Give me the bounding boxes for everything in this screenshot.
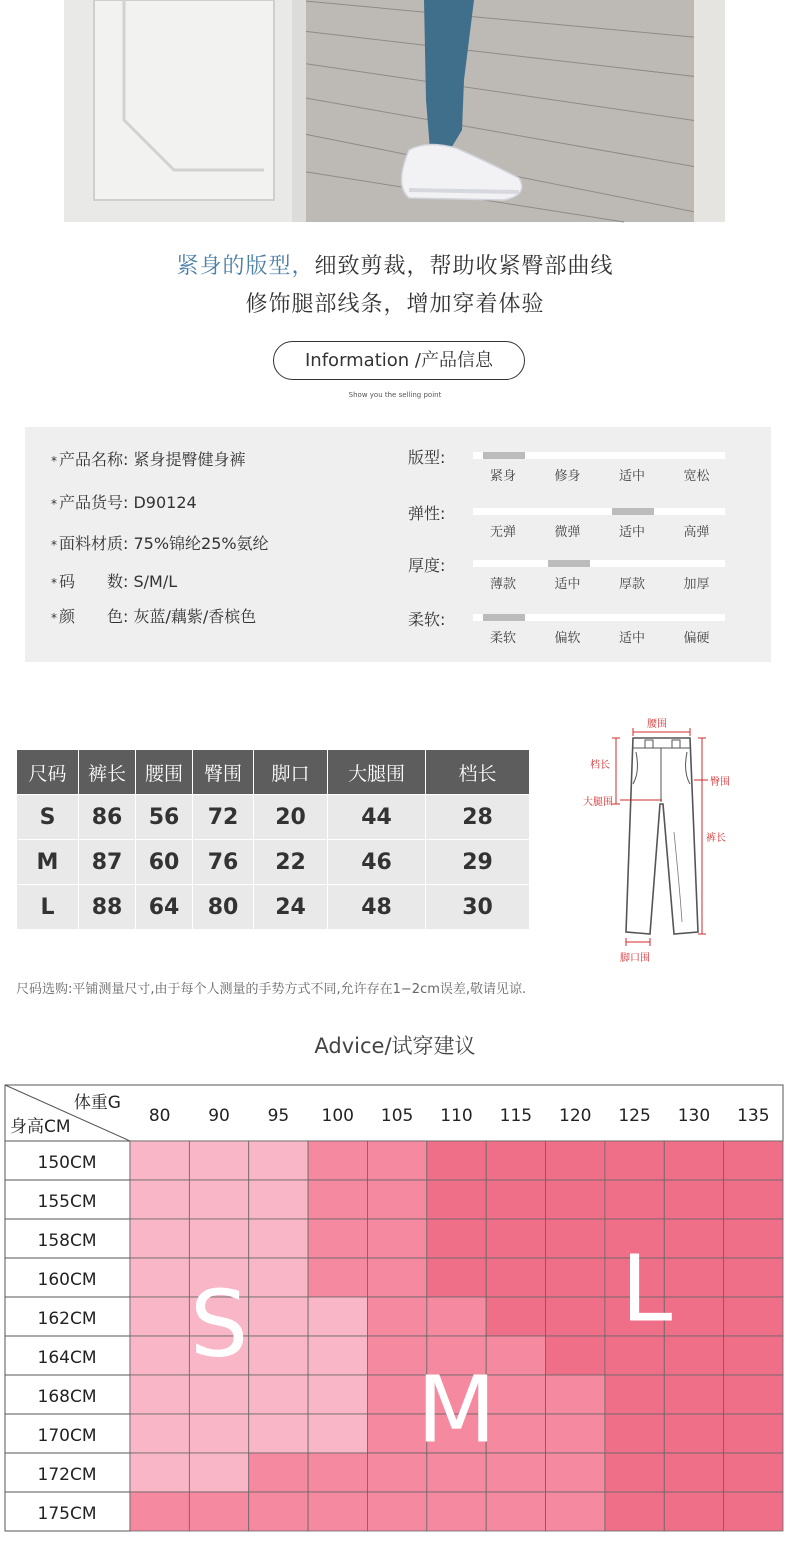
advice-cell-s <box>189 1219 248 1258</box>
product-photo <box>64 0 725 222</box>
advice-cell-s <box>130 1375 189 1414</box>
advice-cell-l <box>664 1453 723 1492</box>
size-table-cell: 29 <box>426 840 530 885</box>
size-table-header: 档长 <box>426 750 530 795</box>
rating-label: 版型: <box>408 448 446 467</box>
advice-cell-l <box>546 1180 605 1219</box>
spec-star-icon: * <box>51 454 57 468</box>
size-table-cell: 44 <box>328 795 426 840</box>
advice-cell-s <box>130 1141 189 1180</box>
diagram-label-rise: 档长 <box>590 760 610 771</box>
advice-weight-label: 105 <box>380 1106 414 1126</box>
rating-marker <box>612 508 654 515</box>
advice-height-label: 175CM <box>37 1504 97 1524</box>
size-table-header: 脚口 <box>254 750 328 795</box>
advice-cell-l <box>605 1414 664 1453</box>
advice-cell-l <box>486 1141 545 1180</box>
advice-cell-l <box>724 1180 783 1219</box>
size-table-row <box>17 840 530 885</box>
size-table-cell: 56 <box>136 795 193 840</box>
rating-option: 柔软 <box>489 631 516 646</box>
advice-cell-l <box>546 1141 605 1180</box>
advice-cell-m <box>308 1492 367 1531</box>
advice-cell-m <box>249 1492 308 1531</box>
advice-weight-label: 95 <box>267 1106 290 1126</box>
size-table-cell: 48 <box>328 885 426 930</box>
advice-cell-m <box>486 1492 545 1531</box>
advice-cell-l <box>664 1258 723 1297</box>
advice-cell-s <box>189 1180 248 1219</box>
rating-option: 适中 <box>554 577 581 592</box>
advice-cell-l <box>724 1336 783 1375</box>
size-table-cell: 87 <box>79 840 136 885</box>
advice-cell-s <box>189 1453 248 1492</box>
advice-cell-l <box>724 1414 783 1453</box>
advice-height-label: 158CM <box>37 1231 97 1251</box>
advice-cell-l <box>724 1141 783 1180</box>
advice-title: Advice/试穿建议 <box>314 1034 476 1058</box>
rating-option: 适中 <box>618 525 645 540</box>
size-table-header: 臀围 <box>193 750 254 795</box>
spec-label: 产品名称: <box>59 450 134 469</box>
slogan-line-1-rest: 细致剪裁，帮助收紧臀部曲线 <box>314 254 614 279</box>
advice-cell-s <box>130 1219 189 1258</box>
spec-value: 灰蓝/藕紫/香槟色 <box>133 607 257 626</box>
information-subheading: Show you the selling point <box>348 391 442 399</box>
rating-option: 无弹 <box>489 525 516 540</box>
size-table-header: 腰围 <box>136 750 193 795</box>
rating-bar <box>473 452 725 459</box>
advice-cell-l <box>664 1180 723 1219</box>
advice-height-label: 164CM <box>37 1348 97 1368</box>
rating-bar <box>473 560 725 567</box>
size-table <box>16 749 530 930</box>
rating-option: 加厚 <box>683 577 710 592</box>
advice-cell-l <box>427 1258 486 1297</box>
advice-cell-s <box>308 1297 367 1336</box>
advice-cell-l <box>724 1453 783 1492</box>
diagram-label-hem: 脚口围 <box>620 953 650 964</box>
size-note: 尺码选购:平铺测量尺寸,由于每个人测量的手势方式不同,允许存在1−2cm误差,敬请见谅. <box>16 982 527 997</box>
size-table-cell: 30 <box>426 885 530 930</box>
size-table-cell: 20 <box>254 795 328 840</box>
spec-label: 面料材质: <box>59 534 134 553</box>
advice-cell-l <box>605 1375 664 1414</box>
spec-star-icon: * <box>51 497 57 511</box>
size-table-header: 大腿围 <box>328 750 426 795</box>
advice-cell-l <box>724 1375 783 1414</box>
advice-cell-l <box>664 1336 723 1375</box>
advice-cell-l <box>427 1219 486 1258</box>
advice-cell-l <box>486 1258 545 1297</box>
diagram-label-length: 裤长 <box>706 833 726 844</box>
advice-cell-s <box>189 1414 248 1453</box>
advice-weight-label: 135 <box>737 1106 770 1126</box>
size-table-row <box>17 885 530 930</box>
advice-cell-s <box>249 1414 308 1453</box>
advice-cell-s <box>249 1297 308 1336</box>
spec-value: S/M/L <box>133 572 178 591</box>
spec-row <box>51 531 269 554</box>
advice-cell-l <box>486 1180 545 1219</box>
advice-cell-l <box>605 1453 664 1492</box>
size-table-cell: 22 <box>254 840 328 885</box>
spec-value: 75%锦纶25%氨纶 <box>133 534 269 553</box>
advice-cell-l <box>427 1141 486 1180</box>
advice-cell-l <box>605 1141 664 1180</box>
advice-cell-s <box>308 1375 367 1414</box>
size-table-cell: 28 <box>426 795 530 840</box>
rating-option: 修身 <box>554 469 581 484</box>
size-table-cell: 86 <box>79 795 136 840</box>
advice-cell-l <box>724 1219 783 1258</box>
advice-weight-label: 90 <box>208 1106 230 1126</box>
advice-cell-l <box>605 1180 664 1219</box>
advice-cell-m <box>546 1492 605 1531</box>
rating-bar <box>473 614 725 621</box>
advice-cell-l <box>724 1492 783 1531</box>
advice-cell-m <box>546 1453 605 1492</box>
advice-cell-l <box>427 1180 486 1219</box>
advice-cell-l <box>724 1297 783 1336</box>
advice-cell-m <box>308 1180 367 1219</box>
rating-option: 宽松 <box>683 469 710 484</box>
rating-option: 适中 <box>618 631 645 646</box>
advice-height-header: 身高CM <box>10 1117 71 1137</box>
advice-cell-m <box>308 1219 367 1258</box>
rating-option: 高弹 <box>683 525 710 540</box>
advice-cell-l <box>486 1219 545 1258</box>
advice-cell-s <box>249 1375 308 1414</box>
advice-cell-m <box>308 1141 367 1180</box>
advice-cell-s <box>249 1336 308 1375</box>
spec-row <box>51 490 197 513</box>
advice-cell-s <box>308 1414 367 1453</box>
rating-option: 偏硬 <box>683 631 710 646</box>
rating-option: 紧身 <box>489 469 516 484</box>
advice-cell-m <box>189 1492 248 1531</box>
advice-weight-header: 体重G <box>73 1093 121 1113</box>
spec-star-icon: * <box>51 576 57 590</box>
rating-option: 偏软 <box>554 631 581 646</box>
advice-cell-s <box>189 1375 248 1414</box>
advice-zone-letter-m: M <box>416 1356 497 1464</box>
advice-weight-label: 80 <box>148 1106 171 1126</box>
advice-cell-s <box>249 1258 308 1297</box>
rating-label: 厚度: <box>408 556 446 575</box>
advice-height-label: 160CM <box>37 1270 97 1290</box>
spec-row <box>51 604 256 627</box>
advice-cell-m <box>427 1492 486 1531</box>
advice-cell-m <box>367 1141 426 1180</box>
size-table-row <box>17 795 530 840</box>
spec-label: 产品货号: <box>59 493 134 512</box>
size-table-cell: M <box>17 840 79 885</box>
size-advice-chart <box>5 1085 783 1555</box>
spec-star-icon: * <box>51 538 57 552</box>
advice-cell-l <box>605 1492 664 1531</box>
size-table-cell: 76 <box>193 840 254 885</box>
advice-zone-letter-l: L <box>620 1235 673 1343</box>
advice-cell-m <box>249 1453 308 1492</box>
advice-weight-label: 115 <box>499 1106 533 1126</box>
advice-cell-m <box>367 1219 426 1258</box>
advice-weight-label: 100 <box>321 1106 354 1126</box>
diagram-label-hip: 臀围 <box>710 777 730 788</box>
advice-height-label: 168CM <box>37 1387 97 1407</box>
size-table-cell: 60 <box>136 840 193 885</box>
spec-value: D90124 <box>133 493 197 512</box>
size-table-cell: 80 <box>193 885 254 930</box>
advice-cell-m <box>308 1453 367 1492</box>
product-slogan <box>0 248 790 324</box>
spec-label: 颜 色: <box>59 607 134 626</box>
advice-cell-l <box>546 1219 605 1258</box>
diagram-label-waist: 腰围 <box>647 719 667 730</box>
advice-cell-s <box>130 1414 189 1453</box>
spec-value: 紧身提臀健身裤 <box>133 450 246 469</box>
advice-cell-s <box>130 1258 189 1297</box>
size-table-header-row <box>17 750 530 795</box>
advice-cell-m <box>367 1180 426 1219</box>
information-heading: Information /产品信息 <box>273 341 525 380</box>
advice-cell-s <box>249 1141 308 1180</box>
size-table-cell: 72 <box>193 795 254 840</box>
advice-height-label: 150CM <box>37 1153 97 1173</box>
advice-cell-l <box>664 1375 723 1414</box>
spec-star-icon: * <box>51 611 57 625</box>
advice-cell-l <box>486 1297 545 1336</box>
advice-cell-l <box>546 1258 605 1297</box>
rating-bar <box>473 508 725 515</box>
rating-label: 弹性: <box>408 504 446 523</box>
advice-cell-l <box>664 1492 723 1531</box>
advice-weight-label: 110 <box>440 1106 473 1126</box>
advice-cell-m <box>546 1414 605 1453</box>
advice-cell-s <box>130 1336 189 1375</box>
rating-marker <box>483 614 525 621</box>
advice-height-label: 155CM <box>37 1192 97 1212</box>
advice-zone-letter-s: S <box>189 1270 249 1378</box>
advice-cell-m <box>367 1492 426 1531</box>
advice-height-label: 162CM <box>37 1309 97 1329</box>
advice-weight-label: 125 <box>618 1106 651 1126</box>
advice-cell-m <box>427 1297 486 1336</box>
advice-cell-s <box>130 1180 189 1219</box>
pants-measurement-diagram <box>570 712 740 967</box>
advice-cell-s <box>189 1141 248 1180</box>
size-table-header: 尺码 <box>17 750 79 795</box>
advice-cell-l <box>664 1297 723 1336</box>
size-advice-grid <box>5 1085 783 1524</box>
rating-option: 微弹 <box>554 525 581 540</box>
size-table-cell: 46 <box>328 840 426 885</box>
product-photo-illustration <box>64 0 725 222</box>
advice-cell-s <box>249 1180 308 1219</box>
advice-cell-m <box>546 1375 605 1414</box>
spec-row <box>51 447 246 470</box>
advice-cell-m <box>367 1258 426 1297</box>
rating-option: 厚款 <box>618 577 645 592</box>
diagram-label-thigh: 大腿围 <box>583 797 613 808</box>
size-table-cell: S <box>17 795 79 840</box>
rating-marker <box>483 452 525 459</box>
slogan-line-2: 修饰腿部线条，增加穿着体验 <box>245 292 545 317</box>
advice-cell-l <box>546 1336 605 1375</box>
advice-weight-label: 130 <box>677 1106 711 1126</box>
advice-cell-l <box>664 1219 723 1258</box>
advice-height-label: 170CM <box>37 1426 97 1446</box>
advice-cell-m <box>308 1258 367 1297</box>
advice-cell-l <box>664 1141 723 1180</box>
advice-cell-l <box>664 1414 723 1453</box>
advice-cell-m <box>130 1492 189 1531</box>
advice-cell-s <box>130 1297 189 1336</box>
spec-label: 码 数: <box>59 572 134 591</box>
size-table-cell: 24 <box>254 885 328 930</box>
slogan-line-1 <box>0 248 790 286</box>
size-table-cell: L <box>17 885 79 930</box>
advice-cell-l <box>724 1258 783 1297</box>
advice-cell-s <box>249 1219 308 1258</box>
rating-option: 适中 <box>618 469 645 484</box>
rating-label: 柔软: <box>408 610 446 629</box>
advice-cell-s <box>130 1453 189 1492</box>
size-table-cell: 88 <box>79 885 136 930</box>
product-info-box <box>25 427 771 662</box>
spec-row <box>51 569 177 592</box>
advice-weight-label: 120 <box>559 1106 592 1126</box>
size-table-header: 裤长 <box>79 750 136 795</box>
advice-cell-l <box>546 1297 605 1336</box>
size-table-cell: 64 <box>136 885 193 930</box>
rating-option: 薄款 <box>489 577 516 592</box>
rating-marker <box>548 560 590 567</box>
advice-cell-m <box>367 1297 426 1336</box>
slogan-accent: 紧身的版型， <box>176 254 315 279</box>
advice-cell-s <box>308 1336 367 1375</box>
advice-height-label: 172CM <box>37 1465 97 1485</box>
